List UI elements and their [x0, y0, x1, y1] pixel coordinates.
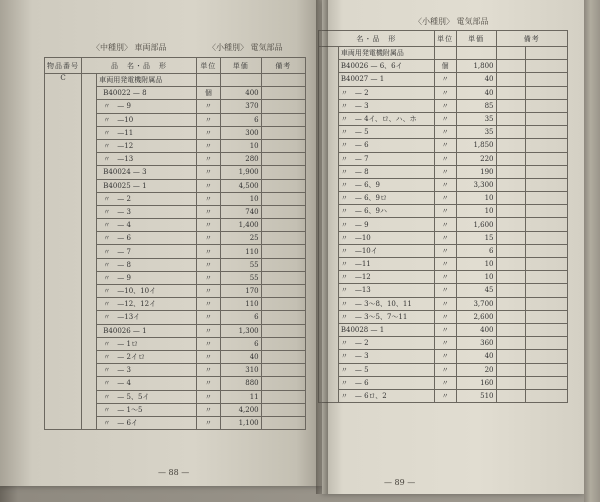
part-unit: 〃 [196, 126, 220, 139]
part-unit: 〃 [196, 337, 220, 350]
part-price: 400 [220, 87, 261, 100]
page-stack-edge [584, 0, 600, 502]
part-remarks-extra [526, 112, 568, 125]
part-remarks-extra [526, 271, 568, 284]
part-price: 740 [220, 205, 261, 218]
part-remarks [496, 60, 526, 73]
part-price: 10 [456, 271, 496, 284]
table-header-row [319, 31, 568, 47]
part-remarks [496, 271, 526, 284]
part-name: B40025 — 1 [97, 179, 197, 192]
part-name: 〃 — 6、9ハ [338, 205, 434, 218]
part-price: 20 [456, 363, 496, 376]
part-remarks [261, 298, 305, 311]
part-unit: 〃 [434, 271, 456, 284]
part-remarks [496, 86, 526, 99]
part-price: 35 [456, 112, 496, 125]
part-remarks [261, 232, 305, 245]
part-unit: 〃 [196, 271, 220, 284]
table-row [319, 99, 568, 112]
part-price: 370 [220, 100, 261, 113]
part-name: 〃 — 2イロ [97, 350, 197, 363]
part-unit: 〃 [196, 364, 220, 377]
part-remarks [496, 244, 526, 257]
part-remarks-extra [526, 258, 568, 271]
part-unit: 〃 [434, 376, 456, 389]
part-price: 1,600 [456, 218, 496, 231]
section-row [319, 47, 568, 60]
part-unit: 〃 [434, 284, 456, 297]
part-remarks [496, 258, 526, 271]
right-header-subcategory: 〈小種別〉 電気部品 [414, 17, 489, 26]
table-row [319, 205, 568, 218]
part-unit: 〃 [434, 337, 456, 350]
part-remarks-extra [526, 73, 568, 86]
part-name: 〃 — 8 [97, 258, 197, 271]
part-name: 〃 — 6イ [97, 416, 197, 429]
part-unit: 〃 [196, 205, 220, 218]
part-remarks-extra [526, 350, 568, 363]
part-remarks [496, 389, 526, 402]
part-price: 40 [456, 73, 496, 86]
part-unit: 〃 [434, 86, 456, 99]
part-unit: 〃 [434, 73, 456, 86]
part-price: 6 [220, 337, 261, 350]
part-remarks-extra [526, 126, 568, 139]
part-unit: 〃 [196, 416, 220, 429]
right-page [322, 0, 584, 494]
part-remarks [261, 245, 305, 258]
part-price: 2,600 [456, 310, 496, 323]
part-unit: 〃 [196, 390, 220, 403]
table-row [319, 126, 568, 139]
part-remarks-extra [526, 86, 568, 99]
part-remarks-extra [526, 363, 568, 376]
part-name: 〃 —10 [338, 231, 434, 244]
part-unit: 〃 [196, 139, 220, 152]
part-name: 〃 — 3〜5、7〜11 [338, 310, 434, 323]
part-unit: 〃 [434, 244, 456, 257]
part-price: 10 [456, 258, 496, 271]
part-unit: 〃 [434, 205, 456, 218]
column-header: 物品番号 [45, 58, 82, 74]
part-unit: 〃 [196, 377, 220, 390]
part-remarks [261, 324, 305, 337]
part-name: 〃 — 6、9ロ [338, 192, 434, 205]
part-price: 110 [220, 298, 261, 311]
part-remarks [496, 165, 526, 178]
part-price: 400 [456, 323, 496, 336]
part-remarks [261, 100, 305, 113]
part-unit: 〃 [434, 389, 456, 402]
part-remarks-extra [526, 231, 568, 244]
item-code: C [45, 74, 82, 430]
part-price: 1,100 [220, 416, 261, 429]
part-name: 〃 — 3 [97, 364, 197, 377]
part-unit: 〃 [434, 297, 456, 310]
part-name: 〃 — 3〜8、10、11 [338, 297, 434, 310]
part-price: 85 [456, 99, 496, 112]
table-row [319, 73, 568, 86]
part-remarks [496, 112, 526, 125]
table-row [319, 86, 568, 99]
table-row [319, 271, 568, 284]
part-remarks [261, 350, 305, 363]
part-remarks-extra [526, 152, 568, 165]
part-price: 6 [220, 311, 261, 324]
part-name: 〃 — 4 [97, 377, 197, 390]
part-name: B40027 — 1 [338, 73, 434, 86]
part-price: 170 [220, 285, 261, 298]
left-parts-table [44, 57, 306, 430]
part-unit: 〃 [196, 113, 220, 126]
part-unit: 〃 [434, 350, 456, 363]
part-unit: 〃 [196, 298, 220, 311]
part-remarks-extra [526, 376, 568, 389]
part-remarks [261, 271, 305, 284]
part-price: 1,300 [220, 324, 261, 337]
part-remarks-extra [526, 192, 568, 205]
part-price: 360 [456, 337, 496, 350]
part-price: 6 [220, 113, 261, 126]
table-row [319, 152, 568, 165]
section-title: 車両用発電機附属品 [97, 74, 197, 87]
table-row [319, 323, 568, 336]
part-name: 〃 — 7 [338, 152, 434, 165]
part-unit: 個 [434, 60, 456, 73]
part-remarks [261, 205, 305, 218]
part-remarks [261, 192, 305, 205]
part-remarks [261, 166, 305, 179]
part-price: 10 [456, 192, 496, 205]
section-title: 車両用発電機附属品 [338, 47, 434, 60]
part-name: 〃 — 6、9 [338, 178, 434, 191]
part-price: 3,300 [456, 178, 496, 191]
column-header: 単位 [434, 31, 456, 47]
part-name: 〃 — 7 [97, 245, 197, 258]
part-name: 〃 — 1ロ [97, 337, 197, 350]
part-price: 1,900 [220, 166, 261, 179]
part-price: 55 [220, 271, 261, 284]
column-header: 単位 [196, 58, 220, 74]
part-name: 〃 — 3 [338, 350, 434, 363]
part-unit: 〃 [434, 112, 456, 125]
right-parts-table [318, 30, 568, 403]
part-remarks [496, 297, 526, 310]
part-name: 〃 — 2 [97, 192, 197, 205]
part-price: 10 [220, 192, 261, 205]
part-name: 〃 —13イ [97, 311, 197, 324]
part-unit: 〃 [196, 285, 220, 298]
part-remarks-extra [526, 165, 568, 178]
part-price: 10 [456, 205, 496, 218]
part-price: 1,400 [220, 219, 261, 232]
table-row [319, 350, 568, 363]
part-price: 510 [456, 389, 496, 402]
part-remarks-extra [526, 60, 568, 73]
part-name: 〃 — 6ロ、2 [338, 389, 434, 402]
part-unit: 〃 [196, 324, 220, 337]
part-name: B40026 — 6、6イ [338, 60, 434, 73]
part-name: 〃 —10イ [338, 244, 434, 257]
part-remarks [496, 284, 526, 297]
part-price: 55 [220, 258, 261, 271]
part-name: 〃 —11 [97, 126, 197, 139]
part-price: 40 [456, 86, 496, 99]
part-price: 6 [456, 244, 496, 257]
part-unit: 〃 [196, 350, 220, 363]
part-remarks [261, 390, 305, 403]
part-price: 110 [220, 245, 261, 258]
part-remarks [496, 231, 526, 244]
left-header-subcategory: 〈小種別〉 電気部品 [208, 43, 283, 52]
table-row [319, 337, 568, 350]
part-price: 220 [456, 152, 496, 165]
part-unit: 〃 [196, 403, 220, 416]
part-name: 〃 — 4イ、ロ、ハ、ホ [338, 112, 434, 125]
column-header: 単価 [456, 31, 496, 47]
part-name: 〃 — 5 [338, 126, 434, 139]
table-row [319, 60, 568, 73]
part-remarks [496, 139, 526, 152]
part-unit: 〃 [434, 218, 456, 231]
table-row [319, 178, 568, 191]
part-remarks [261, 139, 305, 152]
part-name: 〃 — 6 [338, 139, 434, 152]
part-remarks-extra [526, 389, 568, 402]
part-name: 〃 — 4 [97, 219, 197, 232]
table-row [319, 231, 568, 244]
part-price: 35 [456, 126, 496, 139]
part-remarks [261, 311, 305, 324]
table-row [319, 297, 568, 310]
part-unit: 〃 [196, 258, 220, 271]
part-name: 〃 —11 [338, 258, 434, 271]
part-unit: 〃 [434, 139, 456, 152]
column-header: 品 名・品 形 [82, 58, 197, 74]
table-row [319, 165, 568, 178]
part-remarks-extra [526, 178, 568, 191]
part-remarks-extra [526, 139, 568, 152]
part-unit: 〃 [434, 323, 456, 336]
part-price: 880 [220, 377, 261, 390]
part-remarks [261, 179, 305, 192]
part-price: 310 [220, 364, 261, 377]
part-remarks [496, 205, 526, 218]
part-price: 190 [456, 165, 496, 178]
part-remarks-extra [526, 297, 568, 310]
part-unit: 〃 [434, 258, 456, 271]
part-remarks [261, 364, 305, 377]
part-price: 45 [456, 284, 496, 297]
part-remarks [261, 416, 305, 429]
part-price: 1,850 [456, 139, 496, 152]
part-unit: 〃 [196, 311, 220, 324]
part-remarks-extra [526, 244, 568, 257]
part-price: 11 [220, 390, 261, 403]
part-remarks [496, 323, 526, 336]
part-remarks [496, 152, 526, 165]
part-remarks [496, 310, 526, 323]
part-unit: 〃 [196, 100, 220, 113]
part-remarks [261, 87, 305, 100]
table-row [319, 389, 568, 402]
part-name: 〃 — 5、5イ [97, 390, 197, 403]
part-remarks [496, 73, 526, 86]
part-unit: 〃 [434, 178, 456, 191]
table-row [319, 112, 568, 125]
part-price: 4,200 [220, 403, 261, 416]
part-unit: 〃 [196, 219, 220, 232]
part-remarks [261, 126, 305, 139]
column-header: 単価 [220, 58, 261, 74]
column-header: 備考 [496, 31, 568, 47]
table-row [319, 258, 568, 271]
part-unit: 〃 [196, 166, 220, 179]
table-row [319, 192, 568, 205]
column-header: 名・品 形 [319, 31, 435, 47]
part-name: B40024 — 3 [97, 166, 197, 179]
table-row [319, 244, 568, 257]
column-header: 備考 [261, 58, 305, 74]
part-unit: 〃 [434, 363, 456, 376]
part-unit: 〃 [434, 165, 456, 178]
part-price: 1,800 [456, 60, 496, 73]
part-remarks [496, 376, 526, 389]
part-name: 〃 — 6 [338, 376, 434, 389]
part-remarks-extra [526, 310, 568, 323]
part-remarks [496, 350, 526, 363]
part-unit: 〃 [434, 192, 456, 205]
part-unit: 〃 [196, 232, 220, 245]
part-name: 〃 — 3 [338, 99, 434, 112]
part-name: 〃 — 9 [97, 100, 197, 113]
part-name: 〃 — 2 [338, 337, 434, 350]
part-name: 〃 — 1〜5 [97, 403, 197, 416]
part-remarks-extra [526, 218, 568, 231]
part-unit: 〃 [434, 126, 456, 139]
table-row [319, 284, 568, 297]
part-name: 〃 —12 [338, 271, 434, 284]
part-name: 〃 —13 [338, 284, 434, 297]
right-page-number: — 89 — [384, 478, 416, 487]
part-name: B40028 — 1 [338, 323, 434, 336]
section-row [45, 74, 306, 87]
left-header-category: 〈中種別〉 車両部品 [92, 43, 167, 52]
part-remarks [261, 403, 305, 416]
part-remarks [261, 285, 305, 298]
part-unit: 〃 [434, 99, 456, 112]
part-remarks [496, 99, 526, 112]
table-row [319, 310, 568, 323]
left-page-number: — 88 — [158, 468, 190, 477]
table-header-row [45, 58, 306, 74]
part-price: 300 [220, 126, 261, 139]
part-price: 160 [456, 376, 496, 389]
part-remarks [496, 126, 526, 139]
part-name: B40026 — 1 [97, 324, 197, 337]
part-remarks-extra [526, 323, 568, 336]
book-gutter [316, 0, 328, 494]
part-name: 〃 — 8 [338, 165, 434, 178]
part-remarks [496, 178, 526, 191]
part-unit: 〃 [434, 231, 456, 244]
part-unit: 個 [196, 87, 220, 100]
part-unit: 〃 [434, 310, 456, 323]
part-remarks-extra [526, 284, 568, 297]
part-remarks [496, 218, 526, 231]
part-name: 〃 —10 [97, 113, 197, 126]
part-remarks [496, 192, 526, 205]
part-name: 〃 — 9 [97, 271, 197, 284]
part-price: 4,500 [220, 179, 261, 192]
part-remarks [261, 258, 305, 271]
part-unit: 〃 [196, 245, 220, 258]
part-remarks [261, 377, 305, 390]
table-row [319, 139, 568, 152]
part-name: 〃 —10、10イ [97, 285, 197, 298]
part-unit: 〃 [434, 152, 456, 165]
part-name: 〃 — 2 [338, 86, 434, 99]
part-name: 〃 — 9 [338, 218, 434, 231]
part-remarks [496, 337, 526, 350]
part-remarks [261, 337, 305, 350]
part-price: 10 [220, 139, 261, 152]
part-name: 〃 —12、12イ [97, 298, 197, 311]
table-row [319, 218, 568, 231]
part-remarks [261, 219, 305, 232]
part-unit: 〃 [196, 153, 220, 166]
part-remarks-extra [526, 99, 568, 112]
part-unit: 〃 [196, 192, 220, 205]
part-price: 280 [220, 153, 261, 166]
part-name: 〃 —13 [97, 153, 197, 166]
part-remarks-extra [526, 205, 568, 218]
part-unit: 〃 [196, 179, 220, 192]
part-price: 40 [220, 350, 261, 363]
part-remarks-extra [526, 337, 568, 350]
part-name: 〃 —12 [97, 139, 197, 152]
part-remarks [261, 113, 305, 126]
part-remarks [261, 153, 305, 166]
part-price: 15 [456, 231, 496, 244]
part-name: 〃 — 5 [338, 363, 434, 376]
part-name: 〃 — 6 [97, 232, 197, 245]
table-row [319, 376, 568, 389]
part-price: 25 [220, 232, 261, 245]
part-name: B40022 — 8 [97, 87, 197, 100]
part-price: 3,700 [456, 297, 496, 310]
part-name: 〃 — 3 [97, 205, 197, 218]
part-price: 40 [456, 350, 496, 363]
table-row [319, 363, 568, 376]
part-remarks [496, 363, 526, 376]
